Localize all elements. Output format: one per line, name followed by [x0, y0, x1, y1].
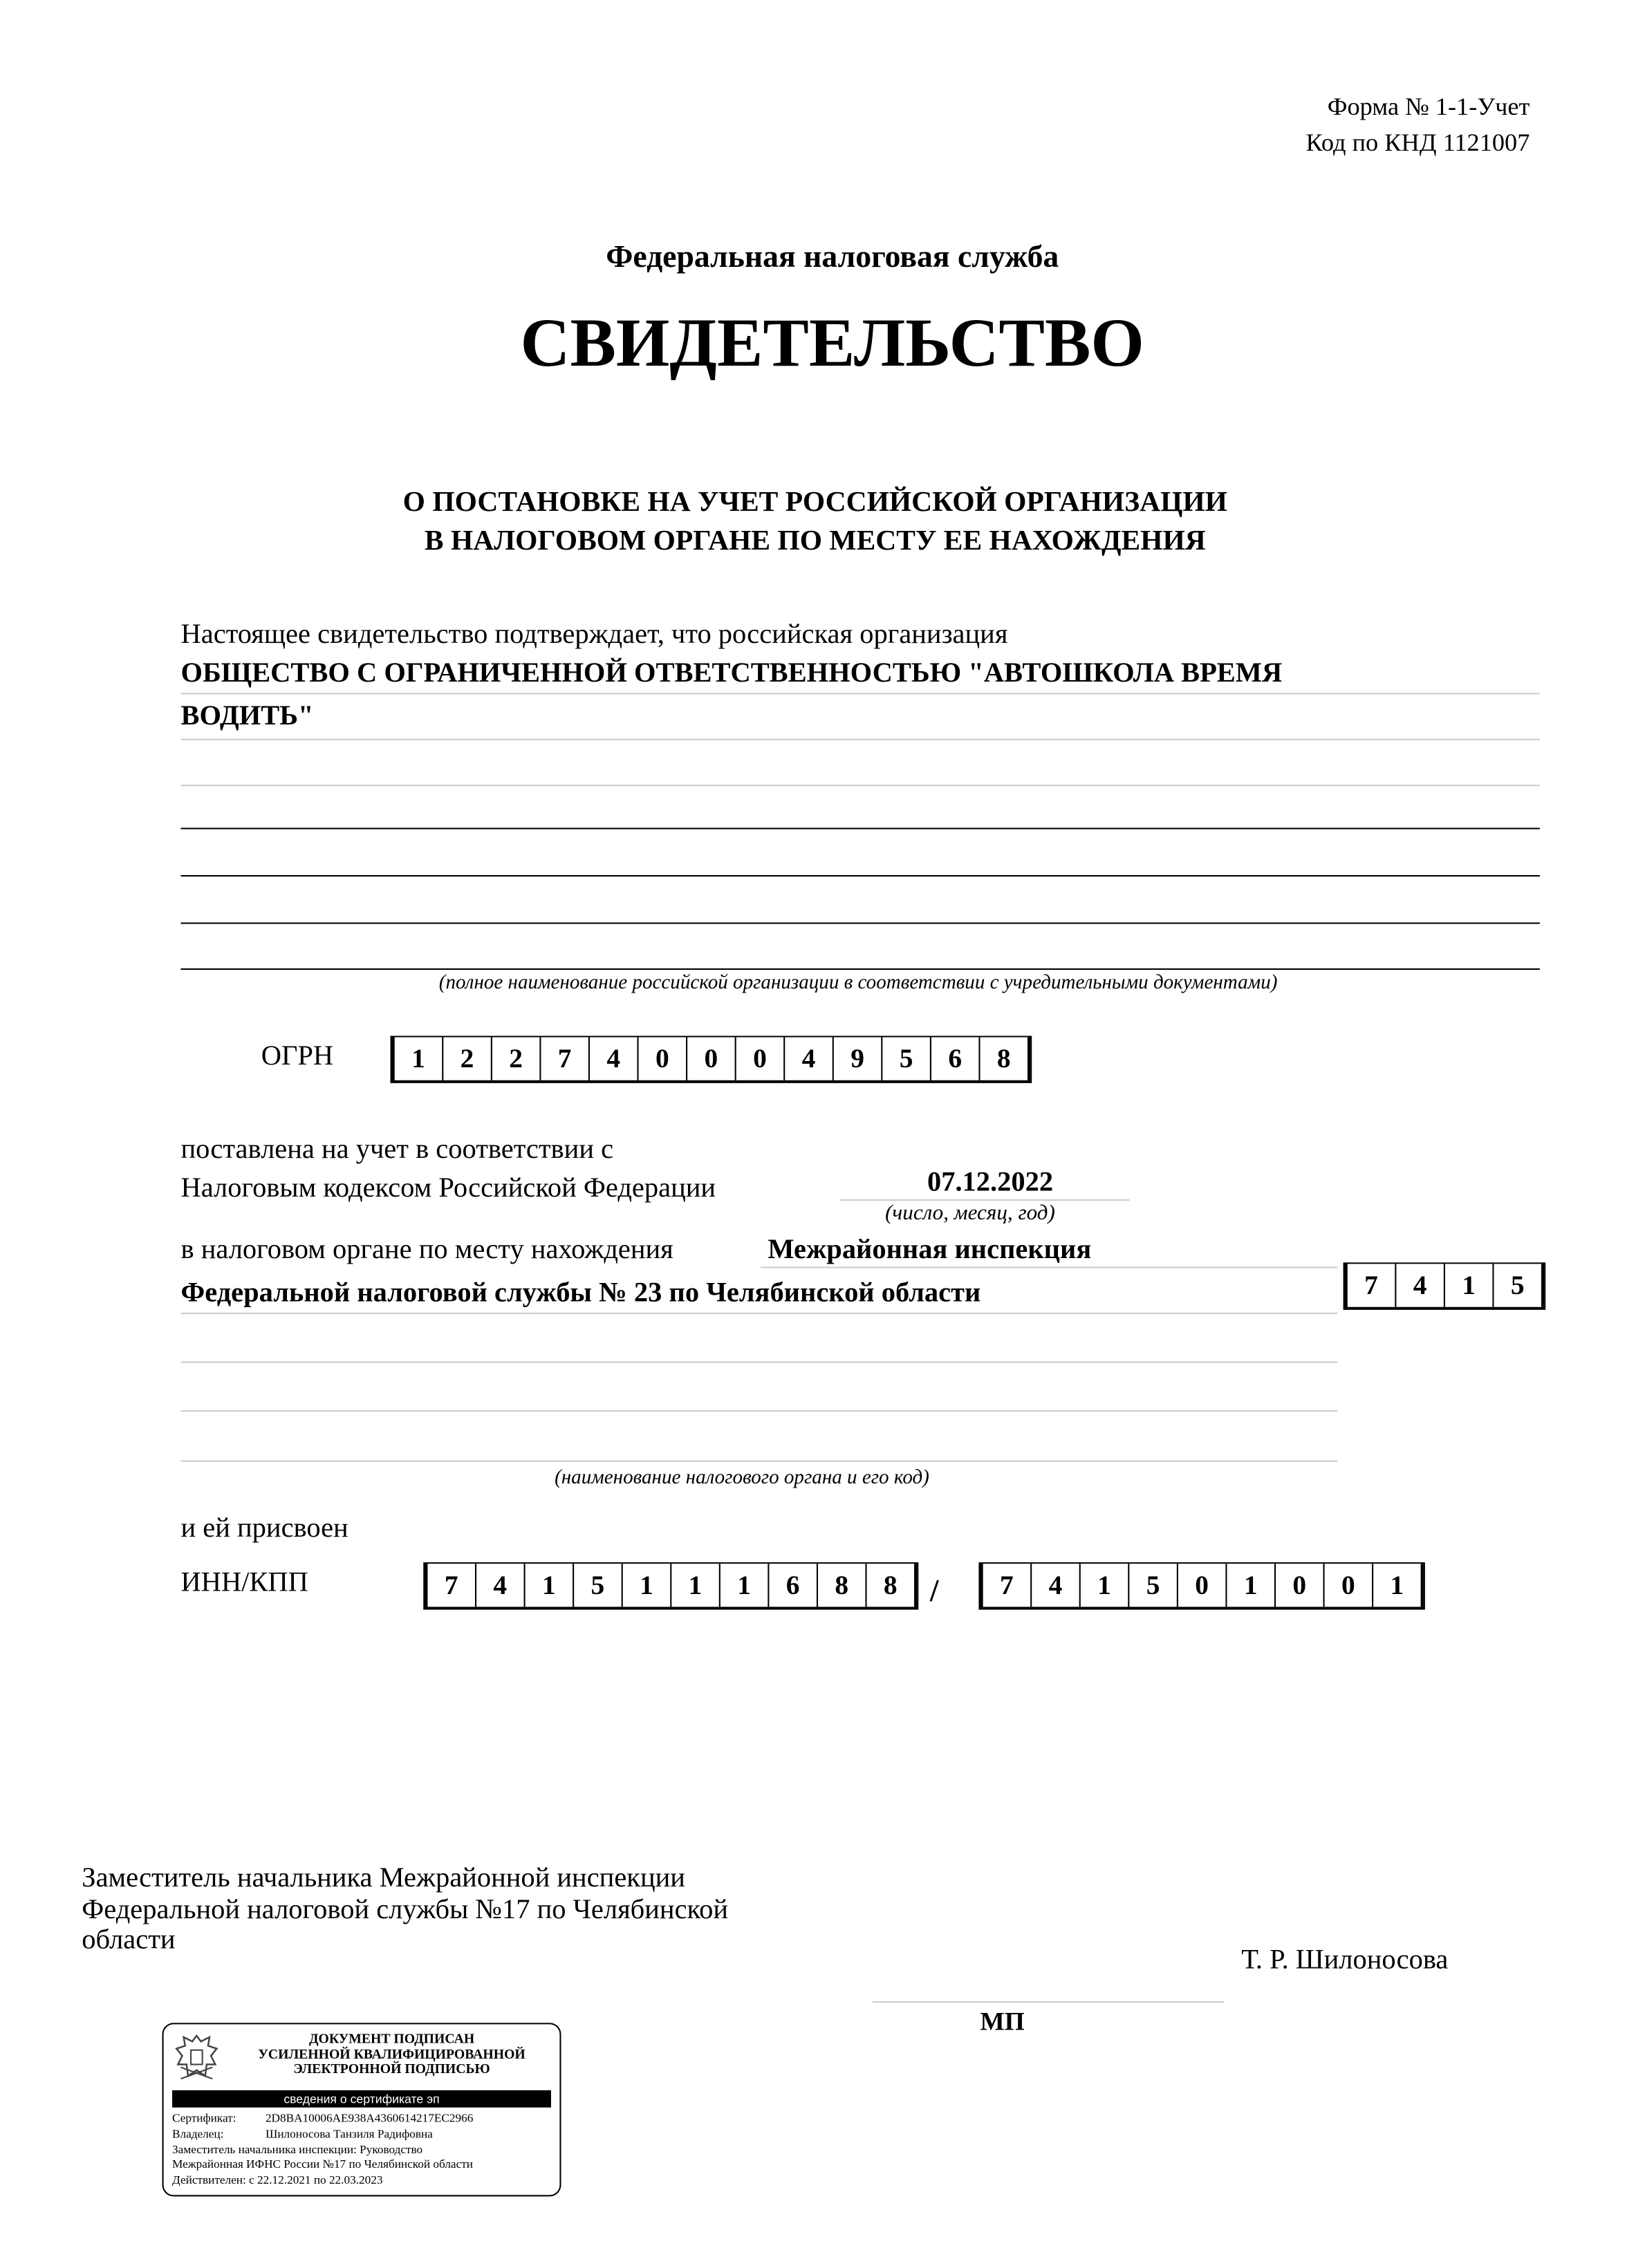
- digit: 8: [818, 1564, 867, 1606]
- digit: 8: [867, 1564, 918, 1606]
- divider: [839, 1199, 1129, 1201]
- digit: 7: [1348, 1264, 1397, 1306]
- digit: 0: [687, 1038, 736, 1080]
- owner-label: Владелец:: [172, 2127, 224, 2141]
- registered-line-2: Налоговым кодексом Российской Федерации: [180, 1173, 716, 1204]
- digit: 1: [1373, 1564, 1424, 1606]
- digit: 0: [639, 1038, 688, 1080]
- intro-text: Настоящее свидетельство подтверждает, что российская организация: [180, 619, 1008, 650]
- digit: 5: [882, 1038, 931, 1080]
- seal-place: МП: [980, 2007, 1025, 2036]
- inn-boxes: [423, 1562, 918, 1609]
- digit: 2: [492, 1038, 541, 1080]
- tax-office-name-2: Федеральной налоговой службы № 23 по Челябинской области: [180, 1278, 981, 1309]
- digit: 6: [931, 1038, 980, 1080]
- digit: 6: [769, 1564, 818, 1606]
- divider: [181, 828, 1540, 830]
- knd-code: Код по КНД 1121007: [1305, 127, 1530, 157]
- digit: 7: [983, 1564, 1032, 1606]
- inn-kpp-separator: /: [929, 1572, 939, 1609]
- digit: 0: [1325, 1564, 1374, 1606]
- digit: 1: [1445, 1264, 1494, 1306]
- registered-line-1: поставлена на учет в соответствии с: [180, 1134, 614, 1165]
- date-caption: (число, месяц, год): [885, 1202, 1055, 1226]
- digit: 0: [736, 1038, 786, 1080]
- stamp-bar: сведения о сертификате эп: [172, 2090, 551, 2108]
- digit: 9: [834, 1038, 883, 1080]
- divider: [873, 2001, 1224, 2003]
- divider: [181, 875, 1540, 877]
- digit: 1: [721, 1564, 770, 1606]
- divider: [181, 1362, 1338, 1363]
- page-title: СВИДЕТЕЛЬСТВО: [520, 306, 1144, 382]
- stamp-heading-2: УСИЛЕННОЙ КВАЛИФИЦИРОВАННОЙ: [258, 2047, 526, 2063]
- digit: 4: [476, 1564, 526, 1606]
- tax-office-name-1: Межрайонная инспекция: [768, 1235, 1092, 1266]
- org-name-line-2: ВОДИТЬ": [180, 701, 314, 732]
- digit: 1: [526, 1564, 575, 1606]
- stamp-heading-1: ДОКУМЕНТ ПОДПИСАН: [308, 2032, 475, 2047]
- divider: [761, 1267, 1337, 1268]
- signer-position-1: Заместитель начальника Межрайонной инспекции: [82, 1863, 685, 1894]
- form-number: Форма № 1-1-Учет: [1327, 91, 1530, 121]
- tax-office-prefix: в налоговом органе по месту нахождения: [180, 1235, 673, 1266]
- inn-kpp-label: ИНН/КПП: [180, 1568, 308, 1598]
- kpp-boxes: [978, 1562, 1424, 1609]
- divider: [181, 693, 1540, 694]
- stamp-heading-3: ЭЛЕКТРОННОЙ ПОДПИСЬЮ: [293, 2063, 490, 2078]
- tax-office-code-boxes: [1344, 1262, 1546, 1309]
- subtitle-line-1: О ПОСТАНОВКЕ НА УЧЕТ РОССИЙСКОЙ ОРГАНИЗАЦИИ: [402, 486, 1227, 518]
- signer-name: Т. Р. Шилоносова: [1241, 1945, 1449, 1976]
- subtitle-line-2: В НАЛОГОВОМ ОРГАНЕ ПО МЕСТУ ЕЕ НАХОЖДЕНИЯ: [424, 525, 1206, 557]
- digit: 4: [785, 1038, 834, 1080]
- registration-date: 07.12.2022: [927, 1168, 1054, 1198]
- digit: 2: [443, 1038, 492, 1080]
- owner-name: Шилоносова Танзиля Радифовна: [265, 2127, 433, 2141]
- digit: 4: [590, 1038, 639, 1080]
- ogrn-boxes: [391, 1035, 1032, 1083]
- stamp-position: Заместитель начальника инспекции: Руководство: [172, 2142, 423, 2156]
- coat-of-arms-icon: [172, 2030, 221, 2088]
- signer-position-3: области: [82, 1925, 176, 1956]
- divider: [181, 1461, 1338, 1462]
- divider: [181, 922, 1540, 924]
- signer-position-2: Федеральной налоговой службы №17 по Челябинской: [82, 1895, 729, 1926]
- digit: 5: [1494, 1264, 1544, 1306]
- org-name-line-1: ОБЩЕСТВО С ОГРАНИЧЕННОЙ ОТВЕТСТВЕННОСТЬЮ "АВТОШКОЛА ВРЕМЯ: [180, 658, 1283, 689]
- org-caption: (полное наименование российской организации в соответствии с учредительными документами): [438, 973, 1278, 995]
- divider: [181, 968, 1540, 970]
- digit: 5: [1129, 1564, 1178, 1606]
- digit: 7: [427, 1564, 476, 1606]
- digit: 1: [1227, 1564, 1276, 1606]
- digit: 8: [980, 1038, 1030, 1080]
- digit: 4: [1032, 1564, 1081, 1606]
- divider: [181, 739, 1540, 740]
- digit: 1: [671, 1564, 721, 1606]
- ogrn-label: ОГРН: [261, 1041, 334, 1072]
- digit: 0: [1276, 1564, 1325, 1606]
- divider: [181, 1410, 1338, 1412]
- digit: 1: [395, 1038, 444, 1080]
- cert-number: 2D8BA10006AE938A4360614217EC2966: [265, 2111, 474, 2125]
- divider: [181, 785, 1540, 786]
- digit: 0: [1178, 1564, 1227, 1606]
- e-signature-stamp: [162, 2023, 561, 2196]
- assigned-text: и ей присвоен: [180, 1513, 348, 1544]
- digit: 1: [1081, 1564, 1130, 1606]
- digit: 7: [541, 1038, 590, 1080]
- digit: 1: [623, 1564, 672, 1606]
- divider: [181, 1313, 1338, 1314]
- digit: 4: [1396, 1264, 1445, 1306]
- agency-name: Федеральная налоговая служба: [606, 238, 1059, 274]
- digit: 5: [574, 1564, 623, 1606]
- stamp-validity: Действителен: с 22.12.2021 по 22.03.2023: [172, 2173, 383, 2187]
- cert-label: Сертификат:: [172, 2111, 236, 2125]
- stamp-office: Межрайонная ИФНС России №17 по Челябинской области: [172, 2158, 473, 2171]
- tax-office-caption: (наименование налогового органа и его код): [555, 1468, 929, 1490]
